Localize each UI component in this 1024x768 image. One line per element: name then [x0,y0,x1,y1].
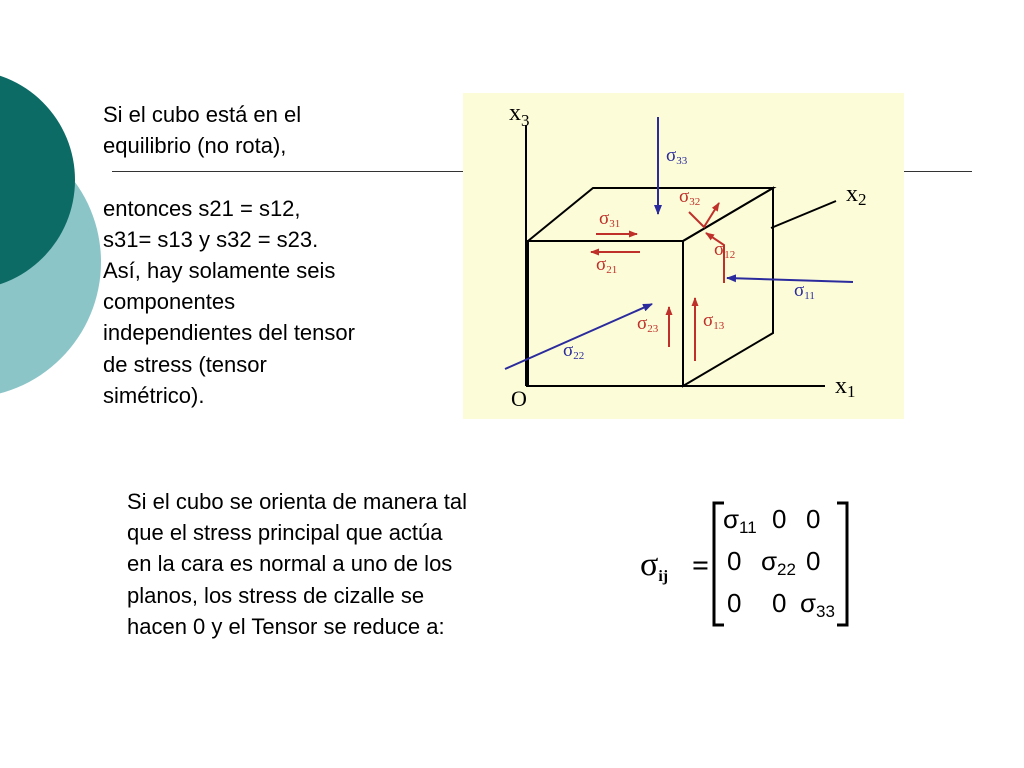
equals-sign: = [692,549,710,582]
para2-line-1: Si el cubo se orienta de manera tal [127,489,467,514]
s21-label: σ21 [596,254,618,276]
s32-label: σ32 [679,186,701,208]
x1-label: x1 [835,373,856,401]
origin-label: O [511,386,527,411]
principal-stress-paragraph [127,486,547,642]
stress-labels [563,145,815,362]
para1-line-3: entonces s21 = s12, [103,195,301,221]
right-bracket [837,503,847,625]
x2-axis [771,201,836,228]
s11-arrow [727,278,853,282]
para2-line-5: hacen 0 y el Tensor se reduce a: [127,613,445,639]
s22-label: σ22 [563,340,585,362]
axis-labels [509,100,867,411]
para1-line-9: simétrico). [103,382,205,408]
cube-top-face [528,188,773,241]
m31: 0 [727,588,742,618]
x2-label: x2 [846,181,867,209]
m21: 0 [727,546,742,576]
para2-line-2: que el stress principal que actúa [127,520,443,546]
para1-gap [103,161,403,192]
m22: σ22 [761,546,796,579]
para1-line-7: independientes del tensor [103,320,355,346]
para1-line-2: equilibrio (no rota), [103,133,287,159]
para1-line-1: Si el cubo está en el [103,102,302,127]
m13: 0 [806,504,821,534]
stress-cube-diagram [463,93,904,419]
s13-label: σ13 [703,310,725,332]
s12-label: σ12 [714,239,736,261]
para1-line-4: s31= s13 y s32 = s23. [103,226,319,252]
lhs-sigma-ij: σij [640,546,669,585]
s31-label: σ31 [599,208,621,230]
para1-line-6: componentes [103,289,236,315]
s11-label: σ11 [794,280,815,302]
cube-svg [463,93,904,419]
m12: 0 [772,504,787,534]
para1-line-8: de stress (tensor [103,351,267,377]
m33: σ33 [800,588,835,621]
stress-tensor-matrix [630,495,870,635]
m32: 0 [772,588,787,618]
s33-label: σ33 [666,145,688,167]
x3-label: $x_3$ [509,100,530,130]
para2-line-3: en la cara es normal a uno de los [127,551,453,577]
para2-line-4: planos, los stress de cizalle se [127,582,425,608]
para1-line-5: Así, hay solamente seis [103,258,336,283]
cube-side-face [683,188,773,386]
m23: 0 [806,546,821,576]
s23-label: σ23 [637,313,659,335]
m11: σ11 [723,504,757,537]
equilibrium-paragraph [103,99,403,411]
